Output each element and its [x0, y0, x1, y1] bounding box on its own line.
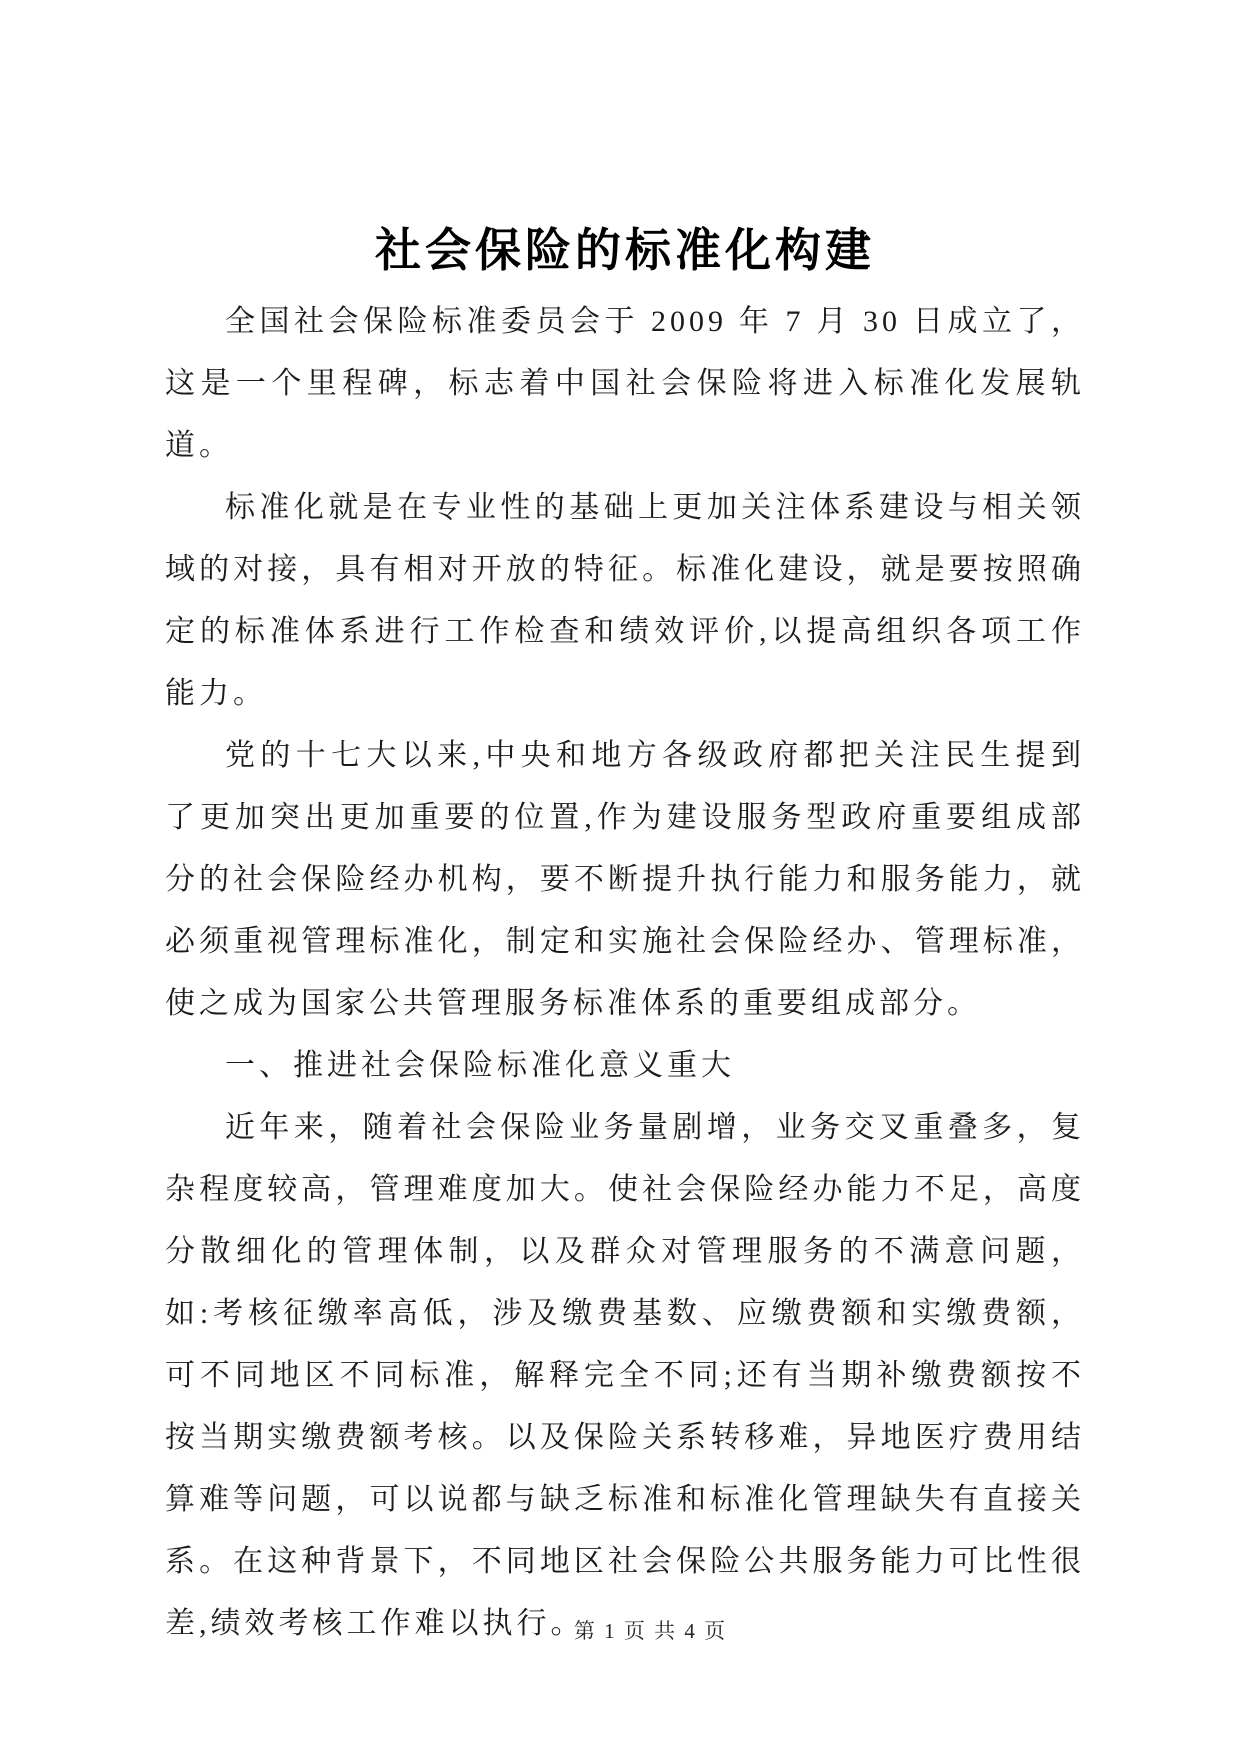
- page-number-label: 第 1 页 共 4 页: [573, 1619, 728, 1643]
- paragraph-1: 全国社会保险标准委员会于 2009 年 7 月 30 日成立了，这是一个里程碑，标志着中国社会保险将进入标准化发展轨道。: [165, 305, 1085, 462]
- paragraph-3: 党的十七大以来,中央和地方各级政府都把关注民生提到了更加突出更加重要的位置,作为建设服务型政府重要组成部分的社会保险经办机构，要不断提升执行能力和服务能力，就必须重视管理标准化，制定和实施社会保险经办、管理标准，使之成为国家公共管理服务标准体系的重要组成部分。: [165, 739, 1085, 1020]
- paragraph-2: 标准化就是在专业性的基础上更加关注体系建设与相关领域的对接，具有相对开放的特征。标准化建设，就是要按照确定的标准体系进行工作检查和绩效评价,以提高组织各项工作能力。: [165, 491, 1085, 710]
- page-footer: [0, 1616, 1241, 1646]
- paragraph-4: 近年来，随着社会保险业务量剧增，业务交叉重叠多，复杂程度较高，管理难度加大。使社会保险经办能力不足，高度分散细化的管理体制，以及群众对管理服务的不满意问题，如:考核征缴率高低，涉及缴费基数、应缴费额和实缴费额，可不同地区不同标准，解释完全不同;还有当期补缴费额按不按当期实缴费额考核。以及保险关系转移难，异地医疗费用结算难等问题，可以说都与缺乏标准和标准化管理缺失有直接关系。在这种背景下，不同地区社会保险公共服务能力可比性很差,绩效考核工作难以执行。: [165, 1111, 1085, 1640]
- section-heading-1: 一、推进社会保险标准化意义重大: [225, 1049, 735, 1082]
- document-title: 社会保险的标准化构建: [375, 224, 875, 276]
